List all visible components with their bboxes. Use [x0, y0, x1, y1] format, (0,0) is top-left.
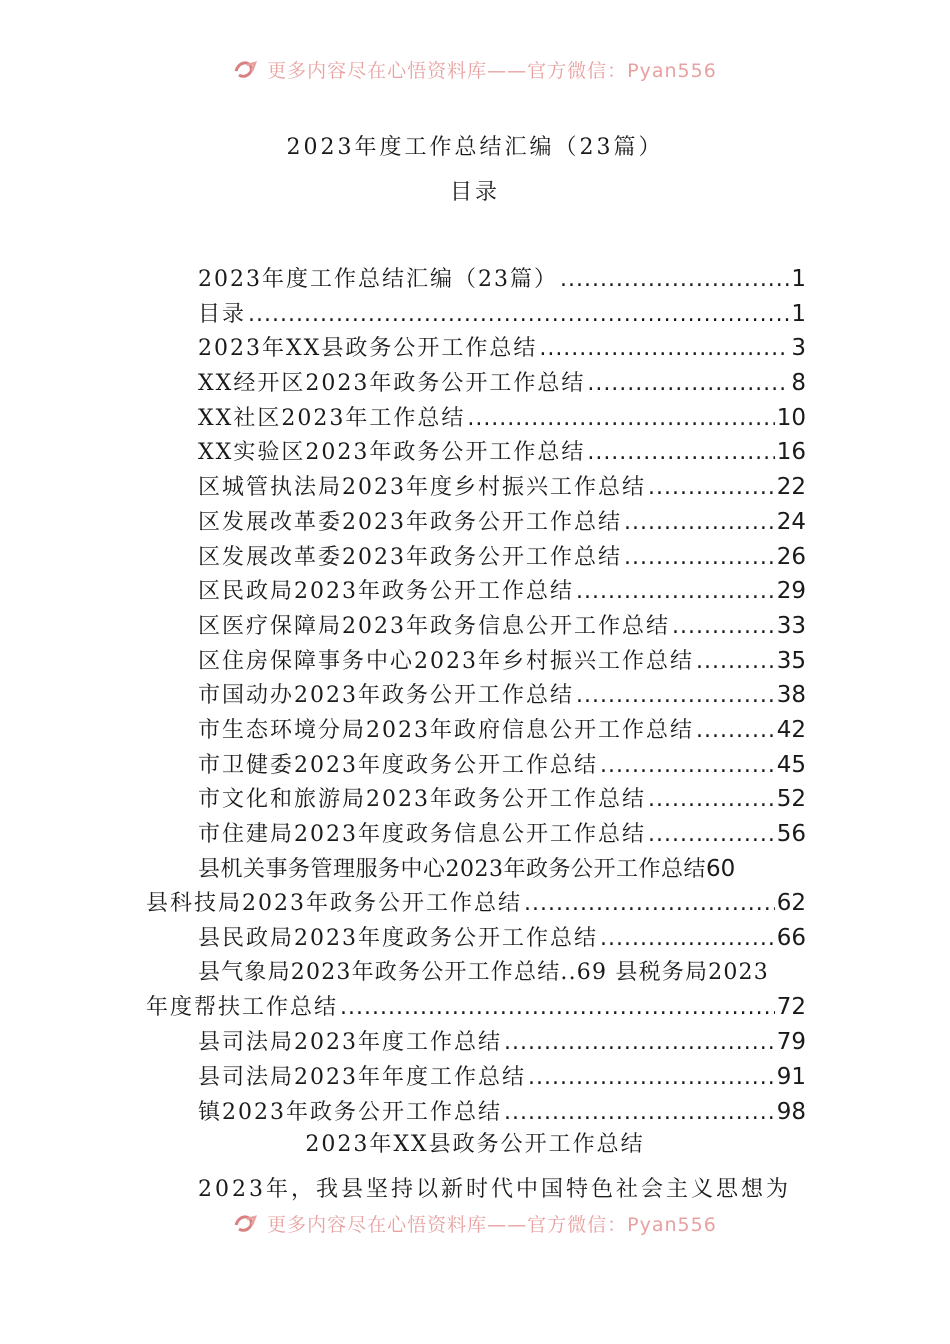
toc-entry[interactable]: 市生态环境分局2023年政府信息公开工作总结 ..... 42 — [146, 713, 806, 748]
toc-entry[interactable]: 区医疗保障局2023年政务信息公开工作总结 ..... 33 — [146, 609, 806, 644]
toc-entry[interactable]: 县气象局2023年政务公开工作总结..69 县税务局2023 — [198, 959, 769, 985]
toc-entry[interactable]: 区发展改革委2023年政务公开工作总结 ..... 24 — [146, 505, 806, 540]
watermark-top — [0, 56, 950, 83]
logo-icon — [233, 1213, 259, 1235]
toc-entry[interactable]: XX社区2023年工作总结 ..... 10 — [146, 401, 806, 436]
logo-icon — [233, 59, 259, 81]
watermark-bottom — [0, 1210, 950, 1237]
toc-entry[interactable]: 2023年度工作总结汇编（23篇） ..... 1 — [146, 262, 806, 297]
toc-entry[interactable]: 县司法局2023年度工作总结 ..... 79 — [146, 1025, 806, 1060]
toc-entry[interactable]: 区发展改革委2023年政务公开工作总结 ..... 26 — [146, 540, 806, 575]
toc-entry[interactable]: 县机关事务管理服务中心2023年政务公开工作总结 60 — [198, 855, 736, 882]
toc-heading: 目录 — [449, 180, 500, 205]
toc-entry[interactable]: 市住建局2023年度政务信息公开工作总结 ..... 56 — [146, 817, 806, 852]
toc-entry[interactable]: 市卫健委2023年度政务公开工作总结 ..... 45 — [146, 748, 806, 783]
watermark-text: 更多内容尽在心悟资料库——官方微信：Pyan556 — [267, 1214, 717, 1236]
toc-entry[interactable]: 县民政局2023年度政务公开工作总结 ..... 66 — [146, 921, 806, 956]
toc-entry[interactable]: 年度帮扶工作总结 ..... 72 — [146, 990, 806, 1025]
toc-entry[interactable]: 县科技局2023年政务公开工作总结 ..... 62 — [146, 886, 806, 921]
section-title: 2023年XX县政务公开工作总结 — [305, 1132, 645, 1157]
toc-entry[interactable]: 镇2023年政务公开工作总结 ..... 98 — [146, 1095, 806, 1130]
toc-entry[interactable]: XX经开区2023年政务公开工作总结 ..... 8 — [146, 366, 806, 401]
body-paragraph: 2023年，我县坚持以新时代中国特色社会主义思想为 — [198, 1177, 791, 1202]
toc-entry[interactable]: 区城管执法局2023年度乡村振兴工作总结 ..... 22 — [146, 470, 806, 505]
table-of-contents — [146, 262, 806, 1129]
toc-entry[interactable]: 县司法局2023年年度工作总结 ..... 91 — [146, 1060, 806, 1095]
toc-entry[interactable]: 区住房保障事务中心2023年乡村振兴工作总结 ..... 35 — [146, 644, 806, 679]
toc-entry[interactable]: 2023年XX县政务公开工作总结 ..... 3 — [146, 331, 806, 366]
toc-entry[interactable]: 市文化和旅游局2023年政务公开工作总结 ..... 52 — [146, 782, 806, 817]
document-title: 2023年度工作总结汇编（23篇） — [286, 135, 664, 160]
toc-entry[interactable]: 区民政局2023年政务公开工作总结 ..... 29 — [146, 574, 806, 609]
toc-entry[interactable]: 市国动办2023年政务公开工作总结 ..... 38 — [146, 678, 806, 713]
toc-entry[interactable]: 目录 ..... 1 — [146, 297, 806, 332]
toc-entry[interactable]: XX实验区2023年政务公开工作总结 ..... 16 — [146, 435, 806, 470]
watermark-text: 更多内容尽在心悟资料库——官方微信：Pyan556 — [267, 60, 717, 82]
